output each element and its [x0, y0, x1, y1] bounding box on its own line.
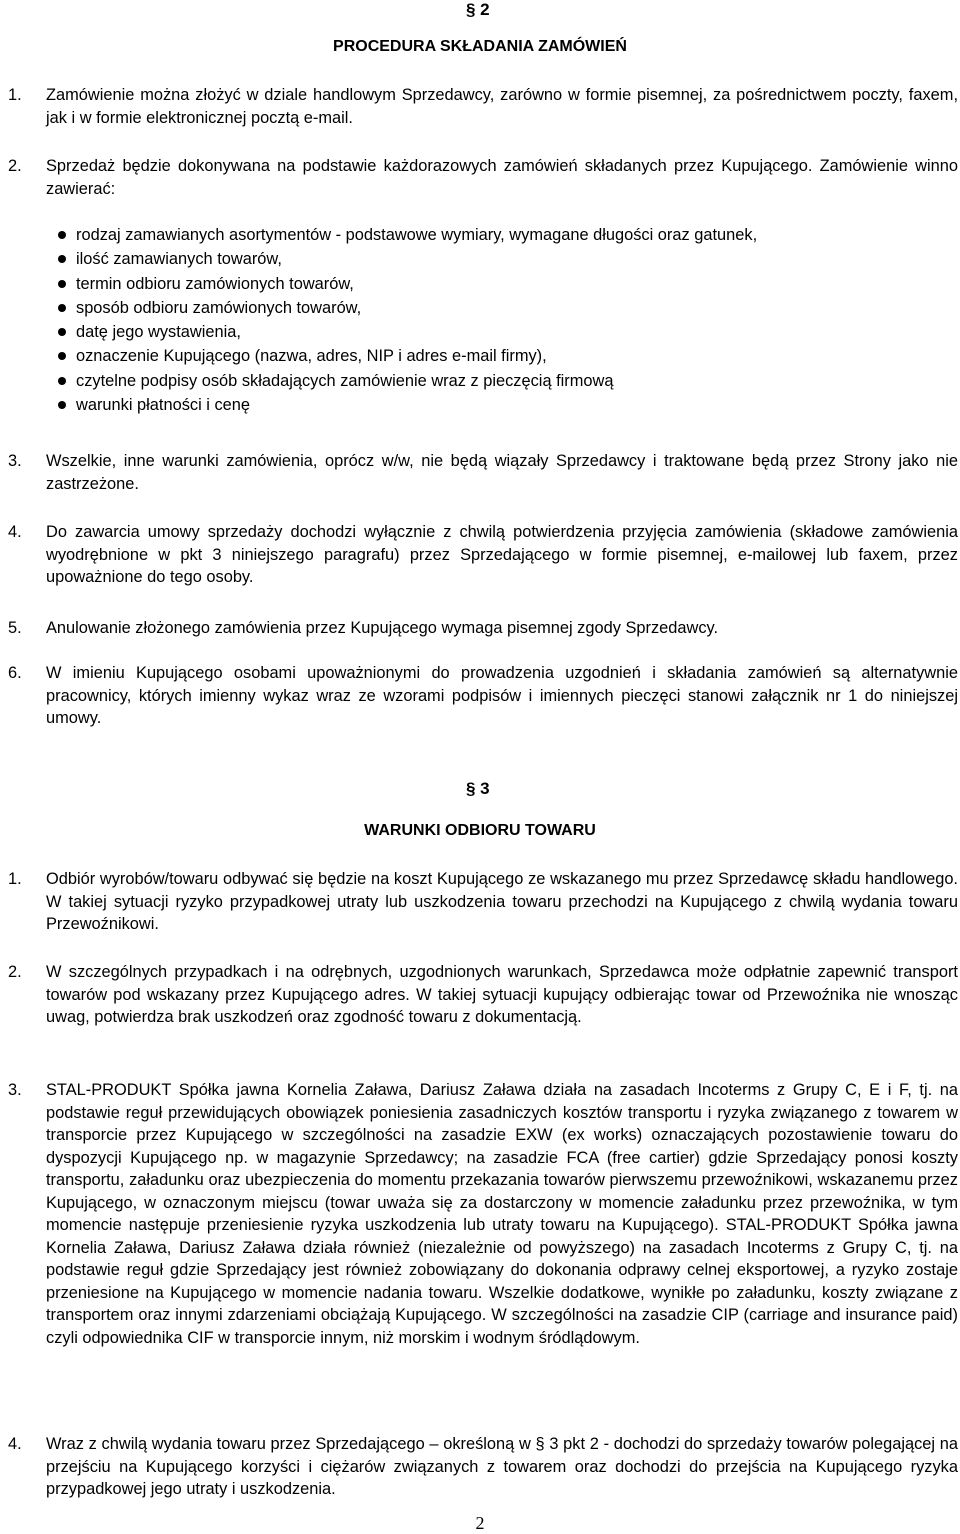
list-item	[58, 369, 948, 393]
item-number: 6.	[8, 664, 22, 682]
item-text: W szczególnych przypadkach i na odrębnych, uzgodnionych warunkach, Sprzedawca może odpłatnie zapewnić transport towarów pod wskazany przez Kupującego adres. W takiej sytuacji kupujący odbierając towar od Przewoźnika nie wnosząc uwag, potwierdza brak uszkodzeń oraz zgodność towaru z dokumentacją.	[46, 963, 958, 1026]
bullet-icon	[58, 280, 66, 288]
section-2-mark: § 2	[466, 0, 490, 19]
bullet-icon	[58, 377, 66, 385]
list-item	[58, 296, 948, 320]
item-number: 4.	[8, 1435, 22, 1453]
item-text: Sprzedaż będzie dokonywana na podstawie każdorazowych zamówień składanych przez Kupującego. Zamówienie winno zawierać:	[46, 157, 958, 198]
section-2-title: PROCEDURA SKŁADANIA ZAMÓWIEŃ	[333, 38, 627, 55]
list-item-text: ilość zamawianych towarów,	[76, 250, 282, 269]
item-text: Odbiór wyrobów/towaru odbywać się będzie na koszt Kupującego ze wskazanego mu przez Sprzedawcę składu handlowego. W takiej sytuacji ryzyko przypadkowej utraty lub uszkodzenia towaru przechodzi na Kupującego z chwilą wydania towaru Przewoźnikowi.	[46, 870, 958, 933]
s3-item-2	[8, 961, 958, 1029]
bullet-icon	[58, 231, 66, 239]
item-text: W imieniu Kupującego osobami upoważnionymi do prowadzenia uzgodnień i składania zamówień są alternatywnie pracownicy, których imienny wykaz wraz ze wzorami podpisów i imiennych pieczęci stanowi załącznik nr 1 do niniejszej umowy.	[46, 664, 958, 727]
item-number: 2.	[8, 157, 22, 175]
order-contents-list	[58, 223, 948, 417]
s2-item-1	[8, 84, 958, 129]
section-3-mark: § 3	[466, 779, 490, 798]
list-item	[58, 344, 948, 368]
s2-item-4	[8, 521, 958, 589]
item-text: Do zawarcia umowy sprzedaży dochodzi wyłącznie z chwilą potwierdzenia przyjęcia zamówienia (składowe zamówienia wyodrębnione w pkt 3 niniejszego paragrafu) przez Sprzedającego w formie pisemnej, e-mailowej lub faxem, przez upoważnione do tego osoby.	[46, 523, 958, 586]
item-text: STAL-PRODUKT Spółka jawna Kornelia Zaława, Dariusz Zaława działa na zasadach Incoterms z Grupy C, E i F, tj. na podstawie reguł przewidujących obowiązek poniesienia zasadniczych kosztów transportu i ryzyka związanego z towarem w transporcie przez Kupującego w szczególności na zasadzie EXW (ex works) oznaczających pozostawienie towaru do dyspozycji Kupującego np. w magazynie Sprzedawcy; na zasadzie FCA (free cartier) gdzie Sprzedający ponosi koszty transportu, załadunku oraz ubezpieczenia do momentu przekazania towarów pierwszemu przewoźnikowi, wskazanemu przez Kupującego, w oznaczonym miejscu (towar uważa się za dostarczony w momencie załadunku przez przewoźnika, w tym momencie następuje przeniesienie ryzyka uszkodzenia lub utraty towaru na Kupującego). STAL-PRODUKT Spółka jawna Kornelia Zaława, Dariusz Zaława działa również (niezależnie od powyższego) na zasadach Incoterms z Grupy C, tj. na podstawie reguł gdzie Sprzedający jest również zobowiązany do dokonania odprawy celnej eksportowej, a ryzyko zostaje przeniesione na Kupującego w momencie nadania towaru. Wszelkie dodatkowe, wynikłe po załadunku, koszty związane z transportem oraz innymi zdarzeniami obciążają Kupującego. W szczególności na zasadzie CIP (carriage and insurance paid) czyli odpowiednika CIF w transporcie innym, niż morskim i wodnym śródlądowym.	[46, 1081, 958, 1347]
item-text: Zamówienie można złożyć w dziale handlowym Sprzedawcy, zarówno w formie pisemnej, za pośrednictwem poczty, faxem, jak i w formie elektronicznej pocztą e-mail.	[46, 86, 958, 127]
item-number: 2.	[8, 963, 22, 981]
s3-item-4	[8, 1433, 958, 1501]
s3-item-1	[8, 868, 958, 936]
s2-item-5	[8, 617, 958, 640]
s2-item-6	[8, 662, 958, 730]
item-number: 1.	[8, 870, 22, 888]
list-item-text: czytelne podpisy osób składających zamówienie wraz z pieczęcią firmową	[76, 371, 614, 390]
item-number: 5.	[8, 619, 22, 637]
list-item	[58, 247, 948, 271]
item-number: 4.	[8, 523, 22, 541]
item-text: Wraz z chwilą wydania towaru przez Sprzedającego – określoną w § 3 pkt 2 - dochodzi do sprzedaży towarów polegającej na przejściu na Kupującego korzyści i ciężarów związanych z towarem oraz dochodzi do przejścia na Kupującego ryzyka przypadkowej jego utraty i uszkodzenia.	[46, 1435, 958, 1498]
bullet-icon	[58, 328, 66, 336]
s3-item-3	[8, 1079, 958, 1349]
list-item-text: oznaczenie Kupującego (nazwa, adres, NIP i adres e-mail firmy),	[76, 347, 547, 366]
list-item-text: termin odbioru zamówionych towarów,	[76, 274, 354, 293]
item-text: Anulowanie złożonego zamówienia przez Kupującego wymaga pisemnej zgody Sprzedawcy.	[46, 619, 719, 637]
bullet-icon	[58, 352, 66, 360]
bullet-icon	[58, 401, 66, 409]
list-item	[58, 320, 948, 344]
list-item	[58, 223, 948, 247]
bullet-icon	[58, 255, 66, 263]
list-item-text: datę jego wystawienia,	[76, 323, 241, 342]
item-number: 3.	[8, 452, 22, 470]
list-item-text: rodzaj zamawianych asortymentów - podstawowe wymiary, wymagane długości oraz gatunek,	[76, 226, 758, 244]
list-item	[58, 393, 948, 417]
s2-item-2	[8, 155, 958, 200]
item-text: Wszelkie, inne warunki zamówienia, oprócz w/w, nie będą wiązały Sprzedawcy i traktowane będą przez Strony jako nie zastrzeżone.	[46, 452, 958, 493]
item-number: 1.	[8, 86, 22, 104]
s2-item-3	[8, 450, 958, 495]
bullet-icon	[58, 304, 66, 312]
item-number: 3.	[8, 1081, 22, 1099]
list-item-text: warunki płatności i cenę	[76, 396, 251, 415]
list-item	[58, 272, 948, 296]
section-3-title: WARUNKI ODBIORU TOWARU	[364, 822, 596, 839]
list-item-text: sposób odbioru zamówionych towarów,	[76, 298, 362, 317]
page-number: 2	[475, 1513, 485, 1533]
